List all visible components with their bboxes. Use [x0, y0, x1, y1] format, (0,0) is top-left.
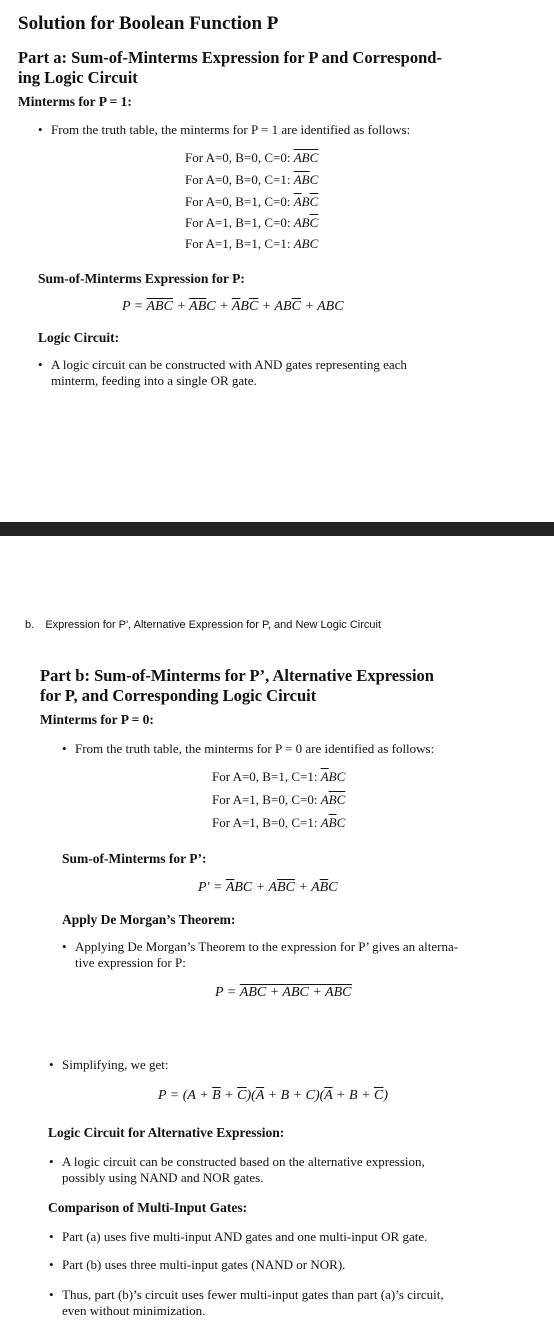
part-a-minterms-label: Minterms for P = 1: — [18, 94, 132, 109]
part-a-logic-label: Logic Circuit: — [38, 330, 120, 345]
part-b-demorgan-label: Apply De Morgan’s Theorem: — [62, 912, 236, 927]
part-b-simplified-equation: $P = (A + \overline{B} + \overline{C})(\overline{A} + B + C)(\overline{A} + B + \overline{C})$ — [158, 1088, 389, 1103]
part-a-heading — [18, 48, 442, 88]
part-b-heading-line2: for P, and Corresponding Logic Circuit — [40, 686, 317, 705]
part-a-som-equation: $P = \overline{ABC} + \overline{AB}C + \overline{A}B\overline{C} + AB\overline{C}$ + ABC — [122, 299, 344, 314]
part-b-bullet1: • From the truth table, the minterms for P = 0 are identified as follows: — [62, 741, 435, 756]
part-b-demorgan-bullet: • Applying De Morgan’s Theorem to the expression for P’ gives an alterna- tive expression for P: — [62, 939, 459, 970]
page-title: Solution for Boolean Function P — [18, 13, 279, 34]
section-divider — [0, 522, 554, 536]
part-b-som-equation: $P' = \overline{A}BC + A\overline{BC} + A\overline{B}C$ — [198, 880, 338, 895]
comparison-item: • Part (a) uses five multi-input AND gates and one multi-input OR gate. — [49, 1229, 428, 1244]
bullet-icon: • — [49, 1257, 54, 1272]
minterm-expr: $AB\overline{C}$ — [293, 215, 319, 230]
part-a-heading-line1: Part a: Sum-of-Minterms Expression for P and Correspond- — [18, 48, 442, 67]
part-a-minterm-row: For A=0, B=1, C=0: $\overline{A}B\overline{C}$ — [185, 194, 319, 209]
bullet-icon: • — [38, 357, 43, 372]
part-b-alt-equation: $P = \overline{A}BC + A\overline{BC} + A\overline{B}C$ — [215, 985, 352, 1000]
part-a-bullet1-text: From the truth table, the minterms for P = 1 are identified as follows: — [51, 122, 411, 137]
part-b-minterm-row: For A=1, B=0, C=0: $A\overline{BC}$ — [212, 792, 346, 807]
part-a-heading-line2: ing Logic Circuit — [18, 68, 138, 87]
minterm-expr: $A\overline{B}C$ — [320, 815, 346, 830]
part-a-logic-bullet: • A logic circuit can be constructed with AND gates representing each minterm, feeding into a single OR gate. — [38, 357, 407, 388]
bullet-icon: • — [49, 1154, 54, 1169]
bullet-icon: • — [38, 122, 43, 137]
comparison-item: • Part (b) uses three multi-input gates (NAND or NOR). — [49, 1257, 346, 1272]
part-b-caption-letter: b. — [25, 619, 35, 631]
part-b-minterm-row: For A=1, B=0, C=1: $A\overline{B}C$ — [212, 815, 346, 830]
part-b-heading-line1: Part b: Sum-of-Minterms for P’, Alternative Expression — [40, 666, 434, 685]
part-b-caption — [25, 619, 381, 631]
part-b-som-label: Sum-of-Minterms for P’: — [62, 851, 207, 866]
part-a-som-label: Sum-of-Minterms Expression for P: — [38, 271, 245, 286]
part-b-minterm-row: For A=0, B=1, C=1: $\overline{A}BC$ — [212, 769, 346, 784]
bullet-icon: • — [49, 1057, 54, 1072]
minterm-expr: $\overline{A}BC$ — [320, 769, 346, 784]
bullet-icon: • — [49, 1229, 54, 1244]
bullet-icon: • — [62, 939, 67, 954]
part-b-caption-text: Expression for P', Alternative Expression for P, and New Logic Circuit — [45, 619, 382, 631]
part-b-minterms-label: Minterms for P = 0: — [40, 712, 154, 727]
part-a-minterm-row: For A=0, B=0, C=0: $\overline{ABC}$ — [185, 150, 319, 165]
minterm-expr: $\overline{A}B\overline{C}$ — [293, 194, 319, 209]
part-b-alt-logic-label: Logic Circuit for Alternative Expression: — [48, 1125, 285, 1140]
minterm-expr: $\overline{AB}C$ — [293, 172, 319, 187]
part-b-alt-logic-bullet: • A logic circuit can be constructed based on the alternative expression, possibly using NAND and NOR gates. — [49, 1154, 425, 1185]
part-a-bullet1 — [38, 122, 411, 138]
comparison-item: • Thus, part (b)’s circuit uses fewer multi-input gates than part (a)’s circuit, even without minimization. — [49, 1287, 444, 1318]
minterm-expr: $\overline{ABC}$ — [293, 150, 319, 165]
minterm-expr: $A\overline{BC}$ — [320, 792, 346, 807]
minterm-expr: ABC — [293, 236, 319, 251]
part-b-simplify-bullet: • Simplifying, we get: — [49, 1057, 169, 1072]
part-b-heading — [40, 666, 434, 706]
part-a-minterm-row: For A=1, B=1, C=0: $AB\overline{C}$ — [185, 215, 319, 230]
bullet-icon: • — [49, 1287, 54, 1302]
part-a-minterm-row: For A=1, B=1, C=1: ABC — [185, 236, 319, 251]
bullet-icon: • — [62, 741, 67, 756]
part-b-comparison-label: Comparison of Multi-Input Gates: — [48, 1200, 248, 1215]
part-a-minterm-row: For A=0, B=0, C=1: $\overline{AB}C$ — [185, 172, 319, 187]
